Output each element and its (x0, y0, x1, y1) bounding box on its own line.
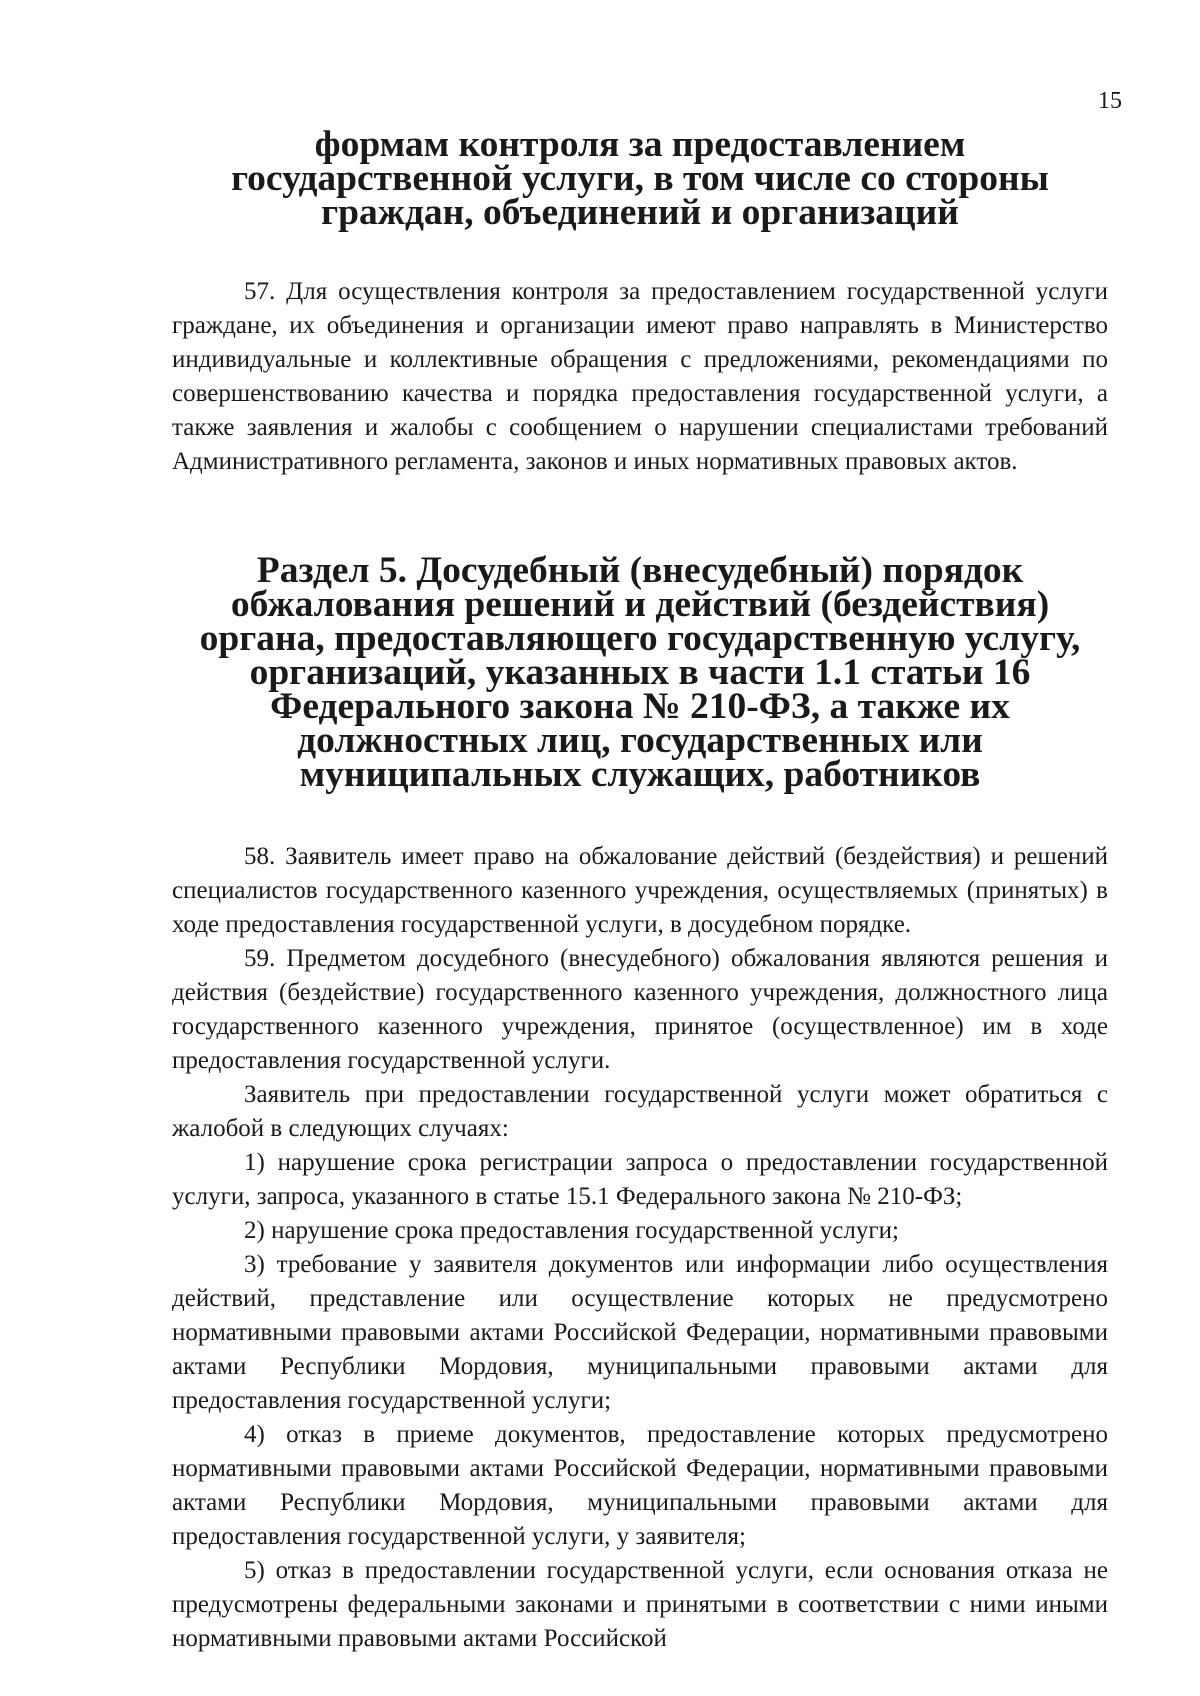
list-item-5: 5) отказ в предоставлении государственной услуги, если основания отказа не предусмотрены федеральными законами и принятыми в соответствии с ними иными нормативными правовыми актами Российской (172, 1557, 1108, 1652)
paragraph-59: 59. Предметом досудебного (внесудебного) обжалования являются решения и действия (бездействие) государственного казенного учреждения, должностного лица государственного казенного учреждения, принятое (осуществленное) им в ходе предоставления государственной услуги. (172, 945, 1108, 1074)
list-item-3: 3) требование у заявителя документов или информации либо осуществления действий, представление или осуществление которых не предусмотрено нормативными правовыми актами Российской Федерации, нормативными правовыми актами Республики Мордовия, муниципальными правовыми актами для предоставления государственной услуги; (172, 1251, 1108, 1414)
list-item-1: 1) нарушение срока регистрации запроса о предоставлении государственной услуги, запроса, указанного в статье 15.1 Федерального закона № 210-ФЗ; (172, 1149, 1108, 1210)
paragraph-complaint-intro: Заявитель при предоставлении государственной услуги может обратиться с жалобой в следующих случаях: (172, 1081, 1108, 1142)
paragraph-57: 57. Для осуществления контроля за предоставлением государственной услуги граждане, их объединения и организации имеют право направлять в Министерство индивидуальные и коллективные обращения с предложениями, рекомендациями по совершенствованию качества и порядка предоставления государственной услуги, а также заявления и жалобы с сообщением о нарушении специалистами требований Административного регламента, законов и иных нормативных правовых актов. (172, 278, 1108, 475)
page-number: 15 (1098, 88, 1122, 114)
section-heading-control-forms: формам контроля за предоставлением государственной услуги, в том числе со стороны граждан, объединений и организаций (231, 124, 1049, 233)
paragraph-58: 58. Заявитель имеет право на обжалование действий (бездействия) и решений специалистов государственного казенного учреждения, осуществляемых (принятых) в ходе предоставления государственной услуги, в досудебном порядке. (172, 843, 1108, 938)
list-item-4: 4) отказ в приеме документов, предоставление которых предусмотрено нормативными правовыми актами Российской Федерации, нормативными правовыми актами Республики Мордовия, муниципальными правовыми актами для предоставления государственной услуги, у заявителя; (172, 1421, 1108, 1550)
list-item-2: 2) нарушение срока предоставления государственной услуги; (244, 1217, 899, 1244)
document-body (172, 124, 1108, 1656)
section-5-heading: Раздел 5. Досудебный (внесудебный) порядок обжалования решений и действий (бездействия) органа, предоставляющего государственную услугу, организаций, указанных в части 1.1 статьи 16 Федерального закона № 210-ФЗ, а также их должностных лиц, государственных или муниципальных служащих, работников (199, 550, 1081, 795)
